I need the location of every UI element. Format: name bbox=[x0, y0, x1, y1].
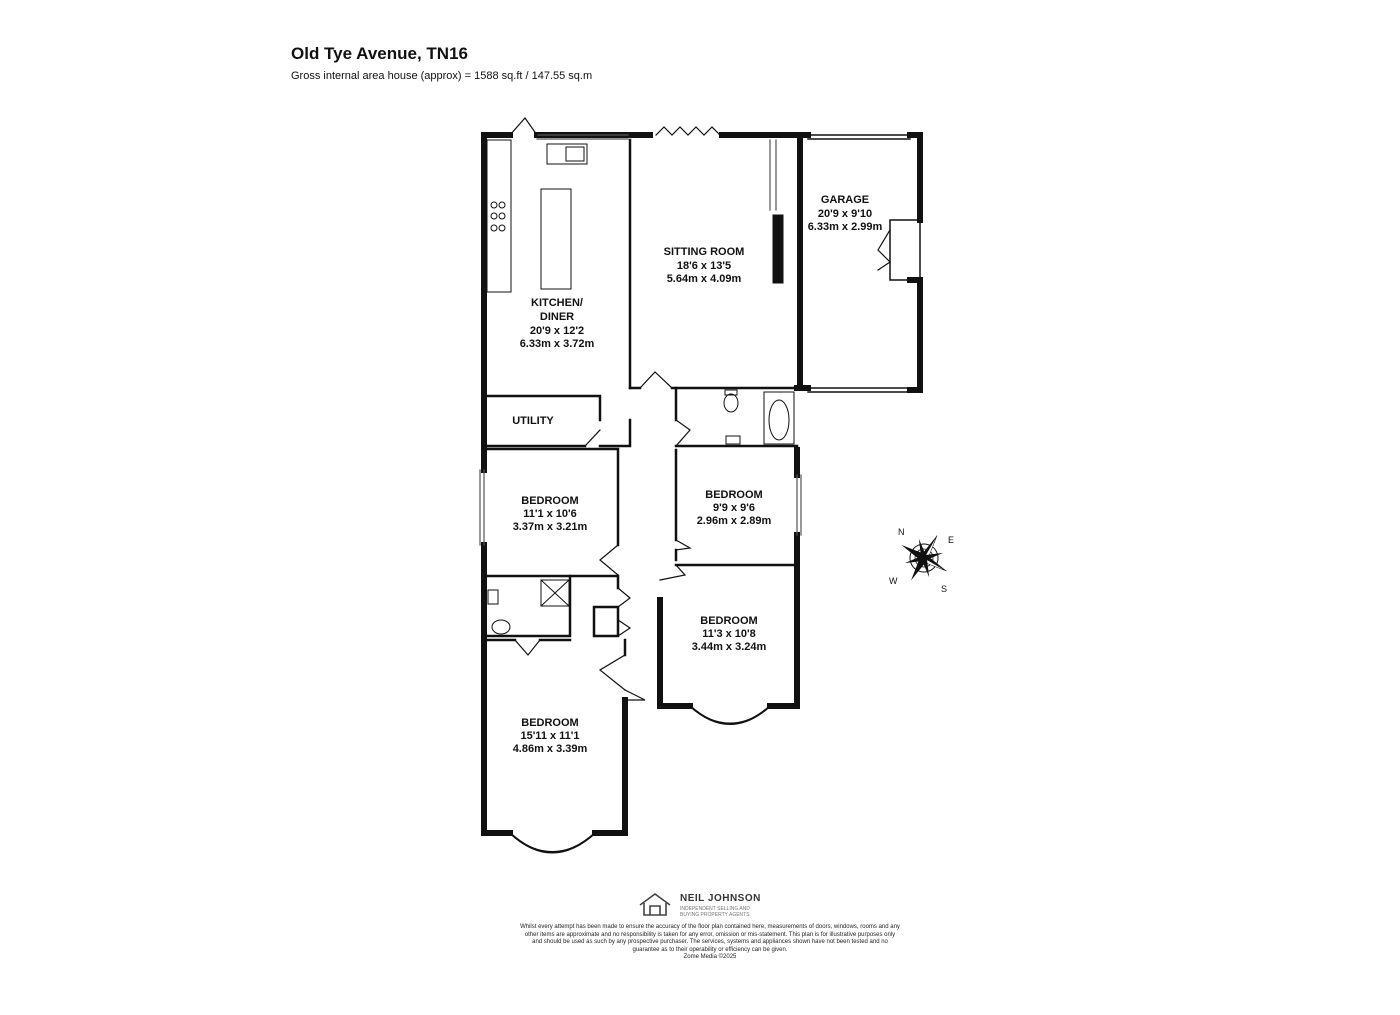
bed1-imperial: 11'1 x 10'6 bbox=[523, 508, 577, 520]
sitting-metric: 5.64m x 4.09m bbox=[666, 273, 742, 285]
garage-imperial: 20'9 x 9'10 bbox=[817, 208, 873, 220]
house-logo-icon bbox=[640, 894, 670, 915]
kitchen-name-1: KITCHEN/ bbox=[531, 297, 583, 309]
bay-window-bed3-inner bbox=[694, 710, 766, 723]
bed1-name: BEDROOM bbox=[521, 495, 579, 507]
bed2-imperial: 9'9 x 9'6 bbox=[713, 502, 755, 514]
wall-south-bed4 bbox=[595, 700, 625, 833]
sitting-imperial: 18'6 x 13'5 bbox=[676, 260, 732, 272]
utility-name: UTILITY bbox=[512, 415, 554, 427]
bay-window-bed4-inner bbox=[514, 837, 591, 852]
disclaimer bbox=[520, 924, 900, 962]
wall-garage bbox=[797, 135, 920, 390]
brand-name: NEIL JOHNSON bbox=[680, 893, 761, 904]
bed4-imperial: 15'11 x 11'1 bbox=[520, 730, 580, 742]
page-title: Old Tye Avenue, TN16 bbox=[291, 44, 468, 63]
kitchen-metric: 6.33m x 3.72m bbox=[519, 338, 595, 350]
bed3-metric: 3.44m x 3.24m bbox=[691, 641, 767, 653]
bifold-door bbox=[656, 127, 720, 135]
brand-tagline: INDEPENDENT SELLING AND BUYING PROPERTY AGENTS bbox=[680, 906, 750, 918]
garage-metric: 6.33m x 2.99m bbox=[807, 221, 883, 233]
wall-south-bed3 bbox=[660, 600, 690, 706]
bed3-name: BEDROOM bbox=[700, 615, 758, 627]
wall-west-bed4 bbox=[484, 640, 510, 833]
garage-name: GARAGE bbox=[820, 194, 870, 206]
wall-east-bed3 bbox=[770, 565, 797, 706]
bed4-metric: 4.86m x 3.39m bbox=[512, 743, 588, 755]
compass-n: N bbox=[898, 527, 905, 537]
credit: Zome Media ©2025 bbox=[683, 954, 737, 960]
room-labels bbox=[512, 194, 882, 755]
bed2-name: BEDROOM bbox=[705, 489, 763, 501]
disclaimer-text: Whilst every attempt has been made to ensure the accuracy of the floor plan contained here, measurements of doors, windows, rooms and any other items are approximate and no responsibility is taken for any error, omission or mis-statement. This plan is for illustrative purposes only and should be used as such by any prospective purchaser. The services, systems and appliances shown have not been tested and no guarantee as to their operability or efficiency can be given. bbox=[520, 924, 900, 953]
bed2-metric: 2.96m x 2.89m bbox=[696, 515, 772, 527]
compass-s: S bbox=[941, 584, 948, 594]
kitchen-imperial: 20'9 x 12'2 bbox=[529, 325, 585, 337]
kitchen-name-2: DINER bbox=[539, 311, 575, 323]
compass-e: E bbox=[948, 535, 955, 545]
bed3-imperial: 11'3 x 10'8 bbox=[702, 628, 756, 640]
compass-w: W bbox=[889, 576, 898, 586]
wall-north-east bbox=[747, 135, 800, 170]
sitting-name: SITTING ROOM bbox=[663, 246, 745, 258]
bed1-metric: 3.37m x 3.21m bbox=[512, 521, 588, 533]
area-subtitle: Gross internal area house (approx) = 1588 sq.ft / 147.55 sq.m bbox=[291, 70, 593, 82]
bed4-name: BEDROOM bbox=[521, 717, 579, 729]
